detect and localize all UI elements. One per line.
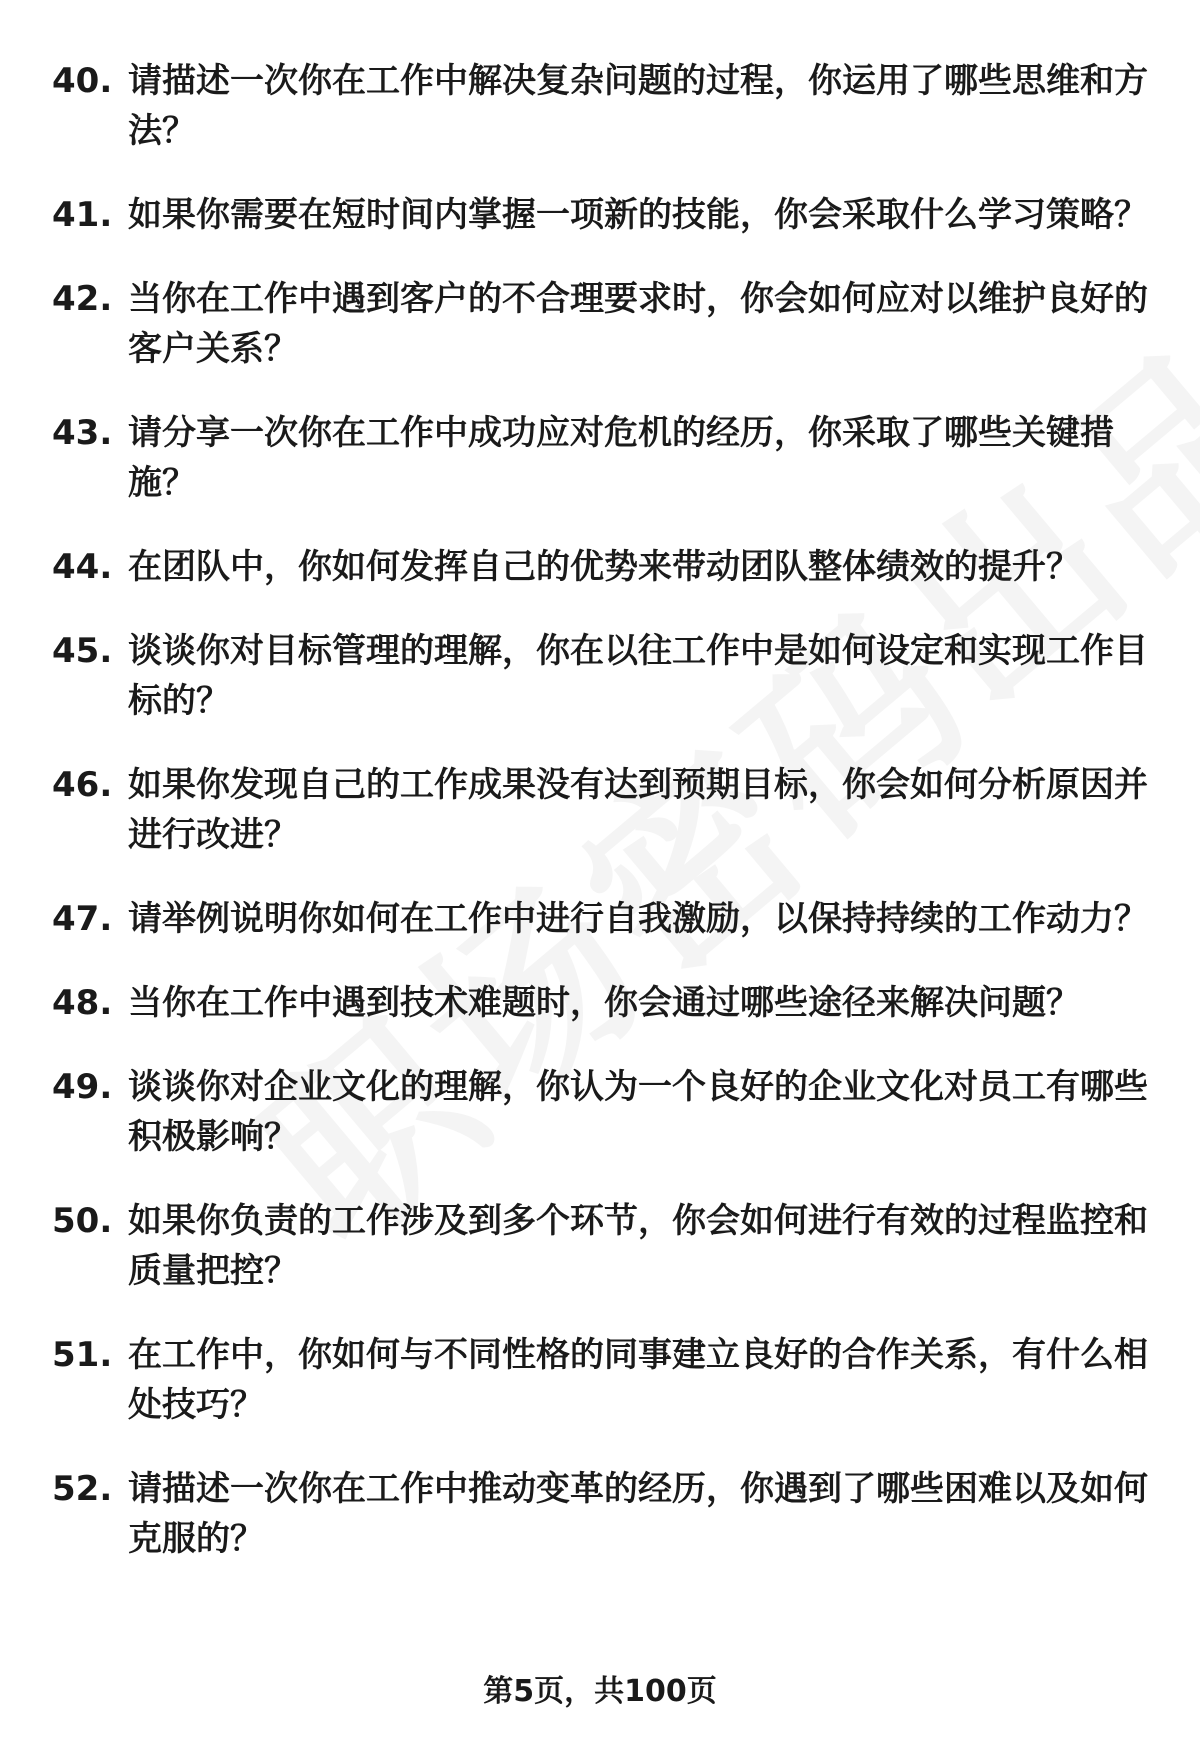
question-item [0,190,1200,240]
question-number: 47. [52,899,113,939]
question-number: 46. [52,765,113,805]
question-number: 42. [52,279,113,319]
question-number: 44. [52,547,113,587]
page-indicator: 第5页，共100页 [483,1674,717,1709]
question-item [0,978,1200,1028]
question-number: 51. [52,1335,113,1375]
question-text: 请举例说明你如何在工作中进行自我激励，以保持持续的工作动力？ [128,899,1148,939]
question-item [0,1330,1200,1430]
question-number: 49. [52,1067,113,1107]
question-number: 48. [52,983,113,1023]
question-list [0,56,1200,1598]
question-text: 请描述一次你在工作中解决复杂问题的过程，你运用了哪些思维和方法？ [128,61,1148,151]
question-item [0,408,1200,508]
question-text: 在工作中，你如何与不同性格的同事建立良好的合作关系，有什么相处技巧？ [128,1335,1148,1425]
question-text: 如果你需要在短时间内掌握一项新的技能，你会采取什么学习策略？ [128,195,1148,235]
question-item [0,56,1200,156]
question-number: 52. [52,1469,113,1509]
question-item [0,274,1200,374]
question-text: 在团队中，你如何发挥自己的优势来带动团队整体绩效的提升？ [128,547,1080,587]
question-item [0,1196,1200,1296]
question-item [0,542,1200,592]
question-text: 如果你负责的工作涉及到多个环节，你会如何进行有效的过程监控和质量把控？ [128,1201,1148,1291]
question-text: 请分享一次你在工作中成功应对危机的经历，你采取了哪些关键措施？ [128,413,1114,503]
question-number: 41. [52,195,113,235]
question-text: 如果你发现自己的工作成果没有达到预期目标，你会如何分析原因并进行改进？ [128,765,1148,855]
question-item [0,626,1200,726]
question-text: 当你在工作中遇到技术难题时，你会通过哪些途径来解决问题？ [128,983,1080,1023]
question-number: 45. [52,631,113,671]
question-number: 43. [52,413,113,453]
question-text: 请描述一次你在工作中推动变革的经历，你遇到了哪些困难以及如何克服的？ [128,1469,1148,1559]
question-number: 50. [52,1201,113,1241]
question-item [0,1062,1200,1162]
question-item [0,760,1200,860]
question-text: 谈谈你对企业文化的理解，你认为一个良好的企业文化对员工有哪些积极影响？ [128,1067,1148,1157]
question-number: 40. [52,61,113,101]
question-item [0,894,1200,944]
question-text: 当你在工作中遇到客户的不合理要求时，你会如何应对以维护良好的客户关系？ [128,279,1148,369]
question-text: 谈谈你对目标管理的理解，你在以往工作中是如何设定和实现工作目标的？ [128,631,1148,721]
question-item [0,1464,1200,1564]
